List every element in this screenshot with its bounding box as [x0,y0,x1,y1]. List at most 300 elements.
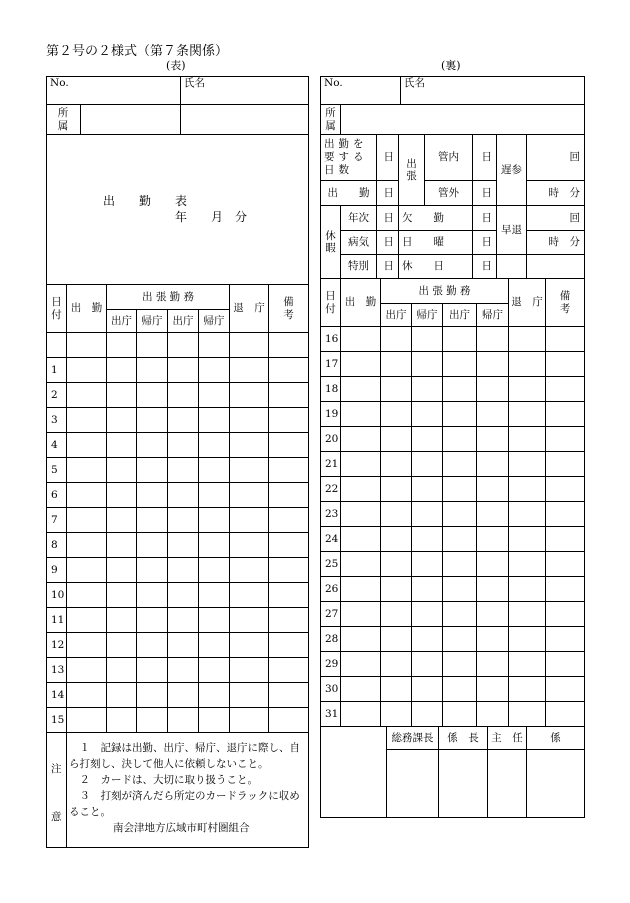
time-cell[interactable] [269,408,309,433]
time-cell[interactable] [137,683,168,708]
time-cell[interactable] [341,602,381,627]
time-cell[interactable] [341,627,381,652]
time-cell[interactable] [137,658,168,683]
time-cell[interactable] [509,502,546,527]
worked-days-label: 出 勤 [321,181,377,206]
time-cell[interactable] [443,327,477,352]
table-row [47,708,309,733]
time-cell[interactable] [137,333,168,358]
notes-side-bottom: 意 [51,811,62,823]
time-cell[interactable] [509,602,546,627]
time-cell[interactable] [269,508,309,533]
day-number: 29 [321,652,341,677]
day-number: 7 [47,508,67,533]
time-cell[interactable] [168,658,199,683]
time-cell[interactable] [381,677,412,702]
approval-blank [321,727,387,818]
time-cell[interactable] [546,427,585,452]
time-cell[interactable] [381,502,412,527]
time-cell[interactable] [269,583,309,608]
day-number: 2 [47,383,67,408]
time-cell[interactable] [509,452,546,477]
note-2: ２ カードは、大切に取り扱うこと。 [79,774,258,786]
front-card [46,76,308,848]
time-cell[interactable] [230,458,269,483]
time-cell[interactable] [199,558,230,583]
time-cell[interactable] [67,633,107,658]
time-cell[interactable] [381,452,412,477]
time-cell[interactable] [107,508,137,533]
time-cell[interactable] [546,527,585,552]
time-cell[interactable] [230,358,269,383]
time-cell[interactable] [443,352,477,377]
time-cell[interactable] [67,383,107,408]
time-cell[interactable] [230,608,269,633]
table-row [321,602,585,627]
time-cell[interactable] [199,633,230,658]
time-cell[interactable] [107,558,137,583]
time-cell[interactable] [546,577,585,602]
time-cell[interactable] [230,408,269,433]
time-cell[interactable] [341,652,381,677]
table-row [321,352,585,377]
time-cell[interactable] [412,552,443,577]
time-cell[interactable] [67,658,107,683]
table-row [47,433,309,458]
time-cell[interactable] [137,433,168,458]
time-cell[interactable] [477,652,509,677]
holiday-label: 休 日 [399,255,473,279]
time-cell[interactable] [477,327,509,352]
time-cell[interactable] [269,333,309,358]
table-row [321,452,585,477]
time-cell[interactable] [443,377,477,402]
col-return-1: 帰庁 [137,310,168,333]
time-cell[interactable] [137,358,168,383]
front-affil-field-2[interactable] [181,105,309,135]
time-cell[interactable] [443,602,477,627]
time-cell[interactable] [546,402,585,427]
time-cell[interactable] [412,502,443,527]
time-cell[interactable] [107,608,137,633]
col-depart-1: 出庁 [107,310,137,333]
time-cell[interactable] [546,652,585,677]
time-cell[interactable] [509,377,546,402]
time-cell[interactable] [546,452,585,477]
time-cell[interactable] [137,558,168,583]
time-cell[interactable] [509,702,546,727]
time-cell[interactable] [199,333,230,358]
time-cell[interactable] [199,458,230,483]
day-number: 21 [321,452,341,477]
day-number: 8 [47,533,67,558]
time-cell[interactable] [412,327,443,352]
time-cell[interactable] [107,483,137,508]
time-cell[interactable] [107,633,137,658]
time-cell[interactable] [199,508,230,533]
time-cell[interactable] [443,702,477,727]
front-attendance-table [46,284,309,733]
time-cell[interactable] [168,558,199,583]
time-cell[interactable] [107,533,137,558]
time-cell[interactable] [341,402,381,427]
time-cell[interactable] [341,477,381,502]
time-cell[interactable] [341,552,381,577]
time-cell[interactable] [168,608,199,633]
time-cell[interactable] [107,408,137,433]
front-notes-table [46,732,309,848]
approval-head-general-affairs: 総務課長 [387,727,439,750]
table-row [321,652,585,677]
day-number: 14 [47,683,67,708]
time-cell[interactable] [269,683,309,708]
day-number: 15 [47,708,67,733]
absent-label: 欠 勤 [399,206,473,231]
time-cell[interactable] [230,383,269,408]
time-cell[interactable] [381,577,412,602]
note-3: ３ 打刻が済んだら所定のカードラックに収めること。 [69,790,300,818]
time-cell[interactable] [199,408,230,433]
time-cell[interactable] [509,402,546,427]
time-cell[interactable] [443,652,477,677]
time-cell[interactable] [381,627,412,652]
time-cell[interactable] [509,327,546,352]
time-cell[interactable] [269,558,309,583]
time-cell[interactable] [546,352,585,377]
time-cell[interactable] [269,358,309,383]
time-cell[interactable] [269,533,309,558]
out-jurisdiction-label: 管外 [425,181,473,206]
time-cell[interactable] [412,677,443,702]
approval-stamp-staff[interactable] [527,750,585,818]
time-cell[interactable] [67,583,107,608]
approval-stamp-general-affairs[interactable] [387,750,439,818]
time-cell[interactable] [381,327,412,352]
time-cell[interactable] [509,352,546,377]
time-cell[interactable] [341,702,381,727]
table-row [321,377,585,402]
time-cell[interactable] [412,702,443,727]
time-cell[interactable] [412,452,443,477]
time-cell[interactable] [199,708,230,733]
day-number: 30 [321,677,341,702]
time-cell[interactable] [381,652,412,677]
time-cell[interactable] [107,583,137,608]
time-cell[interactable] [381,402,412,427]
table-row [47,633,309,658]
time-cell[interactable] [230,583,269,608]
time-cell[interactable] [137,458,168,483]
special-leave-unit: 日 [377,255,399,279]
absent-unit: 日 [473,206,497,231]
time-cell[interactable] [443,427,477,452]
time-cell[interactable] [230,708,269,733]
front-no-label: No. [47,77,181,105]
time-cell[interactable] [199,358,230,383]
time-cell[interactable] [168,508,199,533]
time-cell[interactable] [269,708,309,733]
time-cell[interactable] [199,483,230,508]
time-cell[interactable] [509,427,546,452]
approval-head-supervisor: 主 任 [488,727,527,750]
late-label: 遅参 [497,135,527,206]
time-cell[interactable] [168,333,199,358]
time-cell[interactable] [381,352,412,377]
time-cell[interactable] [67,408,107,433]
approval-head-section-chief: 係 長 [439,727,488,750]
time-cell[interactable] [412,477,443,502]
time-cell[interactable] [412,527,443,552]
time-cell[interactable] [477,377,509,402]
time-cell[interactable] [67,683,107,708]
time-cell[interactable] [67,333,107,358]
time-cell[interactable] [137,483,168,508]
time-cell[interactable] [341,352,381,377]
time-cell[interactable] [477,527,509,552]
time-cell[interactable] [67,458,107,483]
time-cell[interactable] [477,677,509,702]
time-cell[interactable] [509,552,546,577]
time-cell[interactable] [412,627,443,652]
time-cell[interactable] [230,433,269,458]
time-cell[interactable] [107,358,137,383]
time-cell[interactable] [477,427,509,452]
time-cell[interactable] [477,577,509,602]
time-cell[interactable] [341,452,381,477]
time-cell[interactable] [412,352,443,377]
notes-side-label [47,733,67,848]
time-cell[interactable] [477,452,509,477]
time-cell[interactable] [269,633,309,658]
time-cell[interactable] [67,533,107,558]
time-cell[interactable] [199,683,230,708]
time-cell[interactable] [381,427,412,452]
leave-label: 休暇 [321,206,341,279]
time-cell[interactable] [67,708,107,733]
time-cell[interactable] [443,477,477,502]
time-cell[interactable] [509,677,546,702]
time-cell[interactable] [443,452,477,477]
time-cell[interactable] [477,477,509,502]
back-affil-field[interactable] [341,105,585,135]
time-cell[interactable] [168,383,199,408]
table-row [47,333,309,358]
time-cell[interactable] [137,708,168,733]
table-row [47,483,309,508]
time-cell[interactable] [269,433,309,458]
back-col-in-header: 出 勤 [341,279,381,327]
time-cell[interactable] [509,652,546,677]
time-cell[interactable] [107,333,137,358]
late-time-unit: 時 分 [527,181,585,206]
time-cell[interactable] [168,483,199,508]
time-cell[interactable] [477,552,509,577]
time-cell[interactable] [199,533,230,558]
front-title-block [47,135,309,285]
time-cell[interactable] [381,702,412,727]
day-number: 28 [321,627,341,652]
time-cell[interactable] [107,458,137,483]
time-cell[interactable] [412,602,443,627]
time-cell[interactable] [137,608,168,633]
table-row [321,552,585,577]
time-cell[interactable] [269,608,309,633]
time-cell[interactable] [107,708,137,733]
time-cell[interactable] [107,433,137,458]
time-cell[interactable] [381,527,412,552]
col-return-2: 帰庁 [199,310,230,333]
time-cell[interactable] [341,327,381,352]
time-cell[interactable] [168,683,199,708]
time-cell[interactable] [412,427,443,452]
time-cell[interactable] [199,433,230,458]
time-cell[interactable] [199,658,230,683]
worked-days-unit: 日 [377,181,399,206]
time-cell[interactable] [477,352,509,377]
time-cell[interactable] [67,433,107,458]
time-cell[interactable] [137,583,168,608]
time-cell[interactable] [230,633,269,658]
front-affil-field[interactable] [81,105,181,135]
time-cell[interactable] [443,402,477,427]
time-cell[interactable] [477,702,509,727]
time-cell[interactable] [269,483,309,508]
time-cell[interactable] [546,627,585,652]
table-row [321,627,585,652]
time-cell[interactable] [199,583,230,608]
time-cell[interactable] [546,327,585,352]
time-cell[interactable] [230,508,269,533]
in-jurisdiction-unit: 日 [473,135,497,181]
back-col-date-header: 日付 [321,279,341,327]
time-cell[interactable] [341,502,381,527]
day-number: 10 [47,583,67,608]
time-cell[interactable] [199,383,230,408]
back-col-note-header: 備考 [546,279,585,327]
time-cell[interactable] [168,358,199,383]
time-cell[interactable] [199,608,230,633]
time-cell[interactable] [412,402,443,427]
time-cell[interactable] [546,677,585,702]
time-cell[interactable] [477,502,509,527]
col-date-header: 日付 [47,285,67,333]
time-cell[interactable] [107,383,137,408]
time-cell[interactable] [230,333,269,358]
back-name-label: 氏名 [401,77,585,105]
time-cell[interactable] [381,552,412,577]
time-cell[interactable] [269,658,309,683]
time-cell[interactable] [230,683,269,708]
time-cell[interactable] [168,433,199,458]
approval-stamp-supervisor[interactable] [488,750,527,818]
time-cell[interactable] [168,408,199,433]
time-cell[interactable] [546,602,585,627]
time-cell[interactable] [137,533,168,558]
time-cell[interactable] [477,402,509,427]
table-row [321,427,585,452]
time-cell[interactable] [107,658,137,683]
time-cell[interactable] [137,508,168,533]
back-attendance-table [320,278,585,727]
time-cell[interactable] [168,633,199,658]
time-cell[interactable] [341,677,381,702]
approval-stamp-section-chief[interactable] [439,750,488,818]
time-cell[interactable] [509,477,546,502]
time-cell[interactable] [546,502,585,527]
time-cell[interactable] [341,577,381,602]
table-row [47,658,309,683]
time-cell[interactable] [230,533,269,558]
day-number: 24 [321,527,341,552]
in-jurisdiction-label: 管内 [425,135,473,181]
time-cell[interactable] [67,358,107,383]
time-cell[interactable] [412,652,443,677]
time-cell[interactable] [381,602,412,627]
day-number: 13 [47,658,67,683]
table-row [47,383,309,408]
time-cell[interactable] [230,483,269,508]
time-cell[interactable] [341,377,381,402]
time-cell[interactable] [269,458,309,483]
time-cell[interactable] [168,583,199,608]
time-cell[interactable] [443,677,477,702]
time-cell[interactable] [443,502,477,527]
table-row [47,508,309,533]
time-cell[interactable] [341,427,381,452]
time-cell[interactable] [137,633,168,658]
time-cell[interactable] [509,527,546,552]
time-cell[interactable] [381,477,412,502]
time-cell[interactable] [137,383,168,408]
organization-name: 南会津地方広域市町村圏組合 [113,822,250,834]
time-cell[interactable] [443,527,477,552]
blank-cell-2 [527,255,585,279]
time-cell[interactable] [546,477,585,502]
col-in-header: 出 勤 [67,285,107,333]
day-number: 23 [321,502,341,527]
time-cell[interactable] [412,577,443,602]
time-cell[interactable] [443,552,477,577]
time-cell[interactable] [546,702,585,727]
time-cell[interactable] [67,608,107,633]
time-cell[interactable] [477,627,509,652]
time-cell[interactable] [168,458,199,483]
time-cell[interactable] [168,708,199,733]
day-number: 26 [321,577,341,602]
time-cell[interactable] [509,627,546,652]
time-cell[interactable] [230,658,269,683]
time-cell[interactable] [509,577,546,602]
time-cell[interactable] [67,508,107,533]
time-cell[interactable] [546,552,585,577]
time-cell[interactable] [67,483,107,508]
time-cell[interactable] [230,558,269,583]
time-cell[interactable] [67,558,107,583]
time-cell[interactable] [107,683,137,708]
time-cell[interactable] [381,377,412,402]
time-cell[interactable] [477,602,509,627]
time-cell[interactable] [546,377,585,402]
back-label: (裏) [441,59,461,72]
time-cell[interactable] [443,577,477,602]
front-label: (表) [166,59,186,72]
time-cell[interactable] [443,627,477,652]
time-cell[interactable] [269,383,309,408]
time-cell[interactable] [341,527,381,552]
time-cell[interactable] [412,377,443,402]
time-cell[interactable] [137,408,168,433]
time-cell[interactable] [168,533,199,558]
